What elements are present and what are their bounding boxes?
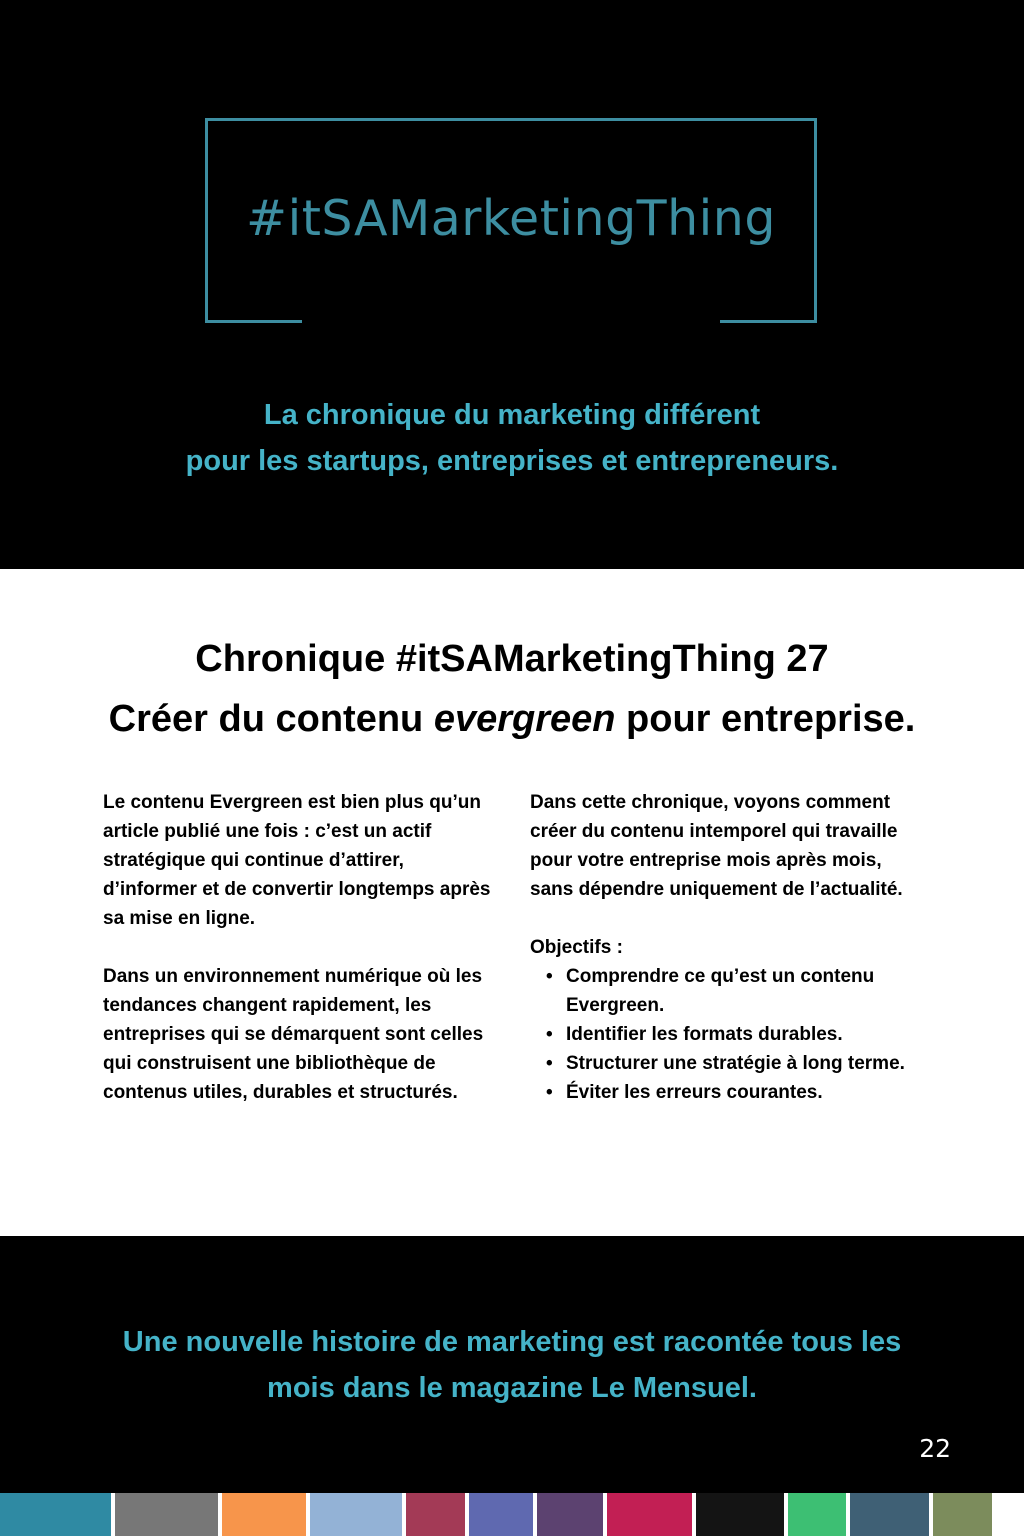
- color-swatch: [933, 1493, 992, 1536]
- color-swatch: [0, 1493, 111, 1536]
- header-section: [0, 0, 1024, 569]
- color-swatch: [469, 1493, 533, 1536]
- left-paragraph-2: Dans un environnement numérique où les tendances changent rapidement, les entreprises qui se démarquent sont celles qui construisent une bibliothèque de contenus utiles, durables et structurés.: [103, 966, 484, 1103]
- list-item: • Éviter les erreurs courantes.: [546, 1078, 930, 1107]
- color-swatch: [406, 1493, 465, 1536]
- article-title: [0, 629, 1024, 749]
- left-paragraph-1: Le contenu Evergreen est bien plus qu’un article publié une fois : c’est un actif stratégique qui continue d’attirer, d’informer et de convertir longtemps après sa mise en ligne.: [103, 792, 491, 929]
- title-post: pour entreprise.: [615, 698, 916, 740]
- tagline-line-1: La chronique du marketing différent: [263, 399, 761, 431]
- color-swatch: [788, 1493, 846, 1536]
- footer-message: [0, 1319, 1024, 1411]
- footer-line-1: Une nouvelle histoire de marketing est racontée tous les: [122, 1326, 902, 1358]
- tagline: [0, 392, 1024, 484]
- left-column: [103, 788, 498, 1107]
- footer-section: [0, 1236, 1024, 1493]
- footer-line-2: mois dans le magazine Le Mensuel.: [267, 1372, 757, 1404]
- color-swatch-bar: [0, 1493, 1024, 1536]
- article-section: [0, 569, 1024, 1236]
- page-number: 22: [919, 1434, 951, 1463]
- color-swatch: [537, 1493, 603, 1536]
- list-item: • Comprendre ce qu’est un contenu Evergreen.: [546, 962, 930, 1020]
- right-paragraph-1: Dans cette chronique, voyons comment créer du contenu intemporel qui travaille pour votre entreprise mois après mois, sans dépendre uniquement de l’actualité.: [530, 792, 903, 900]
- article-title-line-1: Chronique #itSAMarketingThing 27: [195, 638, 829, 680]
- color-swatch: [696, 1493, 784, 1536]
- color-swatch: [607, 1493, 692, 1536]
- article-title-line-2: [0, 689, 1024, 749]
- color-swatch: [115, 1493, 218, 1536]
- objectives-list: [530, 962, 930, 1107]
- title-pre: Créer du contenu: [108, 698, 434, 740]
- objectives-label: Objectifs :: [530, 937, 623, 958]
- brand-title: #itSAMarketingThing: [246, 190, 776, 247]
- color-swatch: [850, 1493, 929, 1536]
- list-item: • Structurer une stratégie à long terme.: [546, 1049, 930, 1078]
- list-item: • Identifier les formats durables.: [546, 1020, 930, 1049]
- right-column: [530, 788, 930, 1107]
- color-swatch: [310, 1493, 402, 1536]
- tagline-line-2: pour les startups, entreprises et entrepreneurs.: [185, 445, 839, 477]
- color-swatch: [222, 1493, 306, 1536]
- title-emphasis: evergreen: [433, 698, 616, 740]
- brand-frame: [205, 118, 817, 323]
